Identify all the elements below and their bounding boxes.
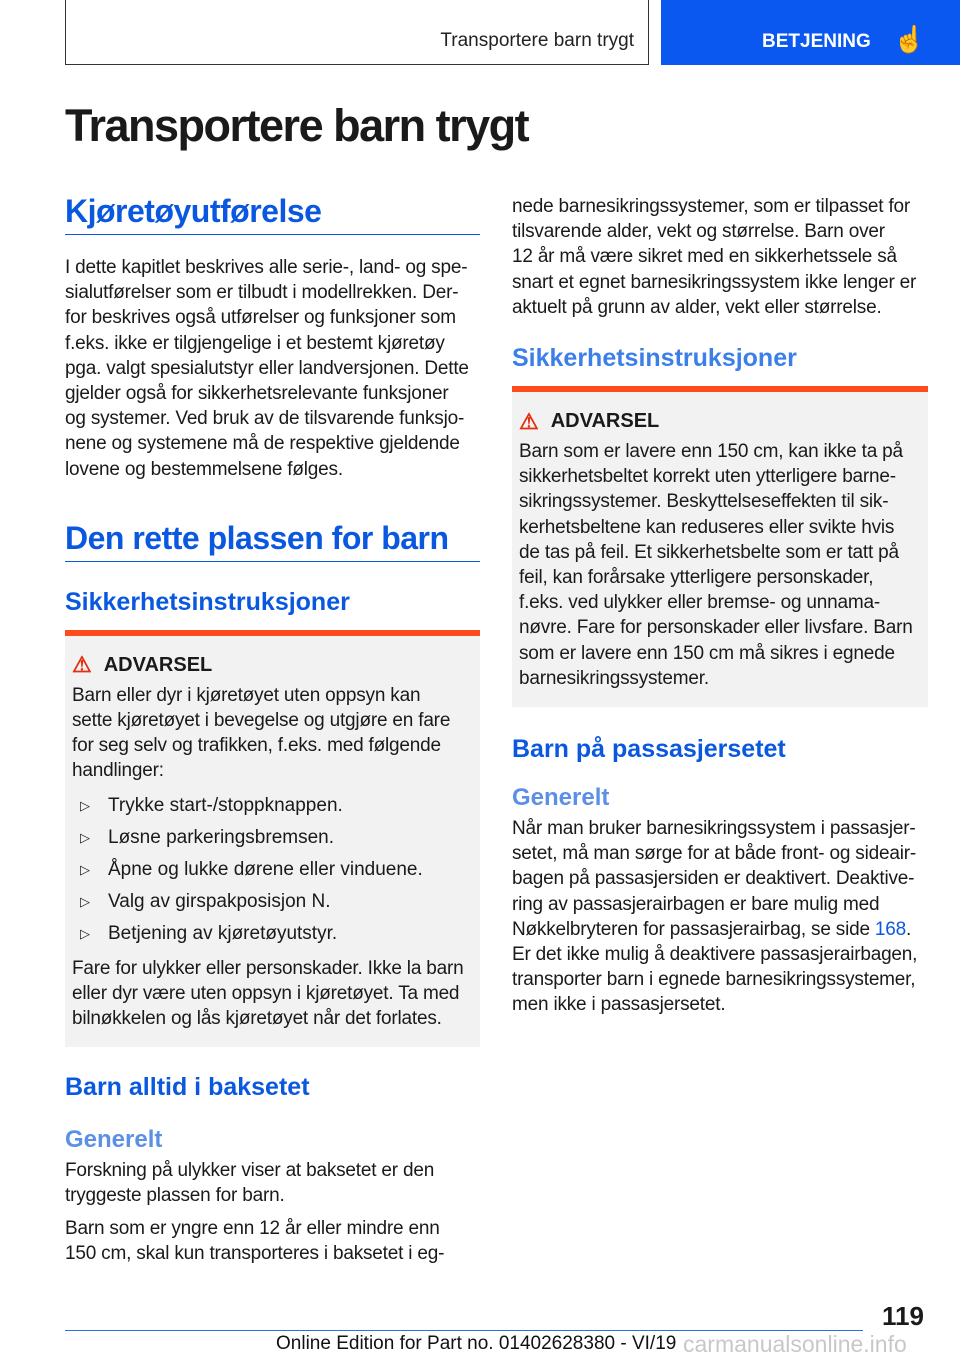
warning-list [72, 790, 473, 950]
list-item [72, 918, 473, 950]
warning-outro [72, 956, 492, 1032]
text-line: Fare for ulykker eller personskader. Ikke la barn [72, 957, 464, 979]
text-line: 12 år må være sikret med en sikkerhetssele så [512, 246, 897, 268]
text-line: for seg selv og trafikken, f.eks. med følgende [72, 735, 441, 757]
list-item-text: Trykke start-/stoppknappen. [108, 794, 343, 816]
text-line: sikringssystemer. Beskyttelseseffekten til sik- [519, 491, 889, 513]
section-tab-label: BETJENING [762, 31, 871, 52]
text-line: Barn eller dyr i kjøretøyet uten oppsyn kan [72, 684, 421, 706]
list-item-text: Betjening av kjøretøyutstyr. [108, 922, 338, 944]
page-number: 119 [882, 1301, 924, 1331]
text-line: tilsvarende alder, vekt og størrelse. Barn over [512, 221, 885, 243]
list-item [72, 790, 473, 822]
link-suffix: . [906, 918, 912, 940]
heading-back-seat: Barn alltid i baksetet [65, 1073, 310, 1102]
list-item-text: Åpne og lukke dørene eller vinduene. [108, 858, 423, 880]
list-item [72, 854, 473, 886]
text-line: Barn som er yngre enn 12 år eller mindre enn [65, 1217, 440, 1239]
text-line: snart et egnet barnesikringssystem ikke lenger er [512, 271, 917, 293]
triangle-bullet-icon: ▷ [80, 797, 90, 813]
text-line: ring av passasjerairbagen er bare mulig med [512, 893, 880, 915]
text-line: som er lavere enn 150 cm må sikres i egnede [519, 642, 895, 664]
heading-safety-right: Sikkerhetsinstruksjoner [512, 344, 797, 373]
list-item-text: Løsne parkeringsbremsen. [108, 826, 334, 848]
text-line: Forskning på ulykker viser at baksetet er den [65, 1160, 435, 1182]
text-line: setet, må man sørge for at både front- og sideair- [512, 843, 916, 865]
warning-intro [72, 683, 492, 784]
text-line: Når man bruker barnesikringssystem i passasjer- [512, 818, 916, 840]
text-line: men ikke i passasjersetet. [512, 994, 726, 1016]
text-line: 150 cm, skal kun transporteres i baksetet i eg- [65, 1242, 445, 1264]
text-line: nede barnesikringssystemer, som er tilpasset for [512, 196, 911, 217]
text-line: barnesikringssystemer. [519, 667, 709, 689]
warning-box [65, 630, 480, 1047]
triangle-bullet-icon: ▷ [80, 893, 90, 909]
text-line: nøvre. Fare for personskader eller livsfare. Barn [519, 617, 913, 639]
text-line: f.eks. ikke er tilgjengelige i et bestemt kjøretøy [65, 332, 445, 354]
edition-text: Online Edition for Part no. 01402628380 - VI/19 [276, 1333, 677, 1354]
text-line: feil, kan forårsake ytterligere personskader, [519, 567, 874, 589]
text-line: sikkerhetsbeltet korrekt uten ytterligere barne- [519, 466, 896, 488]
hand-pointer-icon: ☝ [893, 24, 926, 54]
text-line: gjelder også for sikkerhetsrelevante funksjoner [65, 383, 449, 405]
heading-vehicle: Kjøretøyutførelse [65, 193, 480, 235]
warning-box-right [512, 386, 928, 707]
header-section-title: Transportere barn trygt [440, 30, 634, 51]
text-line: handlinger: [72, 760, 164, 782]
paragraph-continued [512, 194, 932, 320]
heading-right-place: Den rette plassen for barn [65, 520, 480, 562]
text-line: og systemer. Ved bruk av de tilsvarende funksjo- [65, 408, 465, 430]
heading-safety: Sikkerhetsinstruksjoner [65, 587, 350, 616]
text-line: pga. valgt spesialutstyr eller landversjonen. Dette [65, 357, 469, 379]
list-item-text: Valg av girspakposisjon N. [108, 890, 331, 912]
text-line: nene og systemene må de respektive gjeldende [65, 433, 460, 455]
text-line: aktuelt på grunn av alder, vekt eller størrelse. [512, 296, 882, 318]
left-column [65, 193, 485, 1266]
text-line: lovene og bestemmelsene følges. [65, 458, 343, 480]
text-line: transporter barn i egnede barnesikringssystemer, [512, 969, 916, 991]
header-box [65, 0, 649, 65]
text-line: Barn som er lavere enn 150 cm, kan ikke ta på [519, 441, 903, 463]
warning-label: ADVARSEL [550, 410, 660, 433]
text-line: sialutførelser som er tilbudt i modellrekken. Der- [65, 282, 459, 304]
text-line: bagen på passasjersiden er deaktivert. Deaktive- [512, 868, 915, 890]
text-line: sette kjøretøyet i bevegelse og utgjøre en fare [72, 710, 451, 732]
page-title: Transportere barn trygt [65, 100, 529, 151]
paragraph-passenger [512, 816, 932, 1018]
list-item [72, 886, 473, 918]
text-line: I dette kapitlet beskrives alle serie-, land- og spe- [65, 257, 468, 278]
text-line: f.eks. ved ulykker eller bremse- og unnama- [519, 592, 881, 614]
text-line: kerhetsbeltene kan reduseres eller svikte hvis [519, 516, 895, 538]
triangle-bullet-icon: ▷ [80, 925, 90, 941]
link-prefix: Nøkkelbryteren for passasjerairbag, se side [512, 918, 875, 940]
triangle-bullet-icon: ▷ [80, 861, 90, 877]
heading-general: Generelt [65, 1126, 163, 1154]
text-line: for beskrives også utførelser og funksjoner som [65, 307, 456, 329]
warning-label: ADVARSEL [103, 653, 213, 676]
section-tab-betjening[interactable] [661, 0, 960, 65]
warning-text [519, 439, 939, 691]
heading-passenger-seat: Barn på passasjersetet [512, 735, 786, 764]
watermark: carmanualsonline.info [683, 1331, 907, 1357]
text-line: bilnøkkelen og lås kjøretøyet når det forlates. [72, 1008, 442, 1030]
text-line: tryggeste plassen for barn. [65, 1185, 285, 1207]
paragraph-vehicle [65, 255, 485, 482]
warning-icon: ⚠ [519, 408, 539, 434]
text-line: eller dyr være uten oppsyn i kjøretøyet. Ta med [72, 982, 460, 1004]
text-line: de tas på feil. Et sikkerhetsbelte som er tatt på [519, 541, 899, 563]
heading-general-right: Generelt [512, 784, 610, 812]
list-item [72, 822, 473, 854]
page-link-168[interactable]: 168 [874, 918, 907, 940]
text-line: Er det ikke mulig å deaktivere passasjerairbagen, [512, 944, 918, 966]
right-column [512, 194, 932, 1018]
warning-icon: ⚠ [72, 652, 92, 678]
paragraph-general-1 [65, 1158, 485, 1208]
paragraph-general-2 [65, 1216, 485, 1266]
triangle-bullet-icon: ▷ [80, 829, 90, 845]
